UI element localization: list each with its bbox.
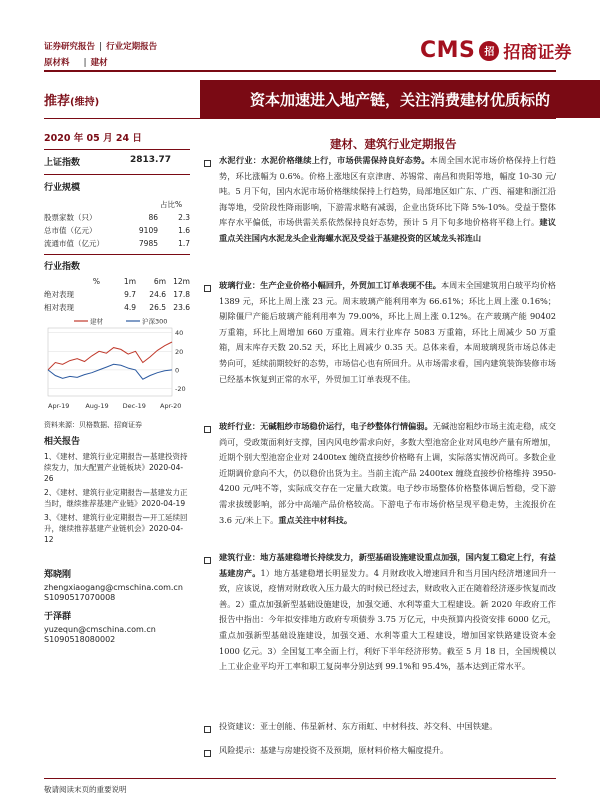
header-rule — [44, 70, 556, 72]
perf-value: 23.6 — [173, 303, 190, 312]
related-item[interactable]: 1、《建材、建筑行业定期报告—基建投资持续发力，加大配置产业链板块》2020-04-26 — [44, 452, 188, 483]
paragraph-body: 本周末全国建筑用白玻平均价格 1389 元，环比上周上涨 23 元。周末玻璃产能利用率为 66.61%；环比上周上涨 0.16%；剔除僵尸产能后玻璃产能利用率为 79.00%，环比上周上涨 0.12%。在产玻璃产能 90402 万重箱，环比上周增加 660 万重箱。周末行业库存 5083 万重箱，环比上周减少 50 万重箱，周末库存天数 20.52 天，环比上周减少 0.35 天。总体来看，本周玻璃现货市场总体走势向可，延续前期较好的态势，市场信心也有所回升。从市场需求看，国内建筑装饰装修市场已经基本恢复到正常的水平，外贸加工订单表现不佳。 — [219, 280, 556, 384]
advice-label: 投资建议： — [219, 721, 260, 731]
analyst-2 — [44, 612, 190, 646]
paragraph-lead: 建筑行业：地方基建稳增长持续发力，新型基础设施建设重点加强，国内复工稳定上行，有益基建房产。 — [219, 552, 556, 578]
paragraph-glass — [219, 278, 556, 387]
scale-ratio: 1.7 — [178, 239, 190, 248]
company-logo — [420, 38, 571, 63]
header-line-1: 证券研究报告 | 行业定期报告 — [44, 42, 158, 52]
logo-badge-icon: 招 — [479, 41, 499, 61]
related-title: 相关报告 — [44, 437, 81, 447]
logo-latin: CMS — [420, 38, 476, 63]
advice-text: 亚士创能、伟星新材、东方雨虹、中材科技、苏交科、中国铁建。 — [259, 721, 498, 731]
y-tick-label: -20 — [175, 385, 186, 394]
bullet-square-icon — [204, 426, 211, 433]
table-row — [44, 301, 190, 314]
paragraph-tail: 重点关注中材科技。 — [278, 514, 353, 525]
table-row — [44, 211, 190, 224]
analyst-id: S1090518080002 — [44, 635, 116, 644]
table-row — [44, 224, 190, 237]
legend-label: 沪深300 — [142, 317, 168, 326]
analyst-id: S1090517070008 — [44, 593, 116, 602]
rating-note: (维持) — [70, 97, 100, 108]
perf-label: 绝对表现 — [44, 290, 74, 299]
rating — [44, 90, 99, 109]
perf-label: 相对表现 — [44, 303, 74, 312]
report-category: 行业定期报告 — [106, 42, 158, 52]
rating-value: 推荐 — [44, 94, 71, 109]
perf-value: 17.8 — [173, 290, 190, 299]
perf-header: 12m — [173, 277, 190, 286]
bullet-square-icon — [204, 750, 211, 757]
paragraph-lead: 水泥行业：水泥价格继续上行，市场供需保持良好态势。 — [219, 155, 430, 165]
performance-chart — [44, 314, 194, 412]
sidebar-rule — [44, 149, 190, 150]
report-type: 证券研究报告 — [44, 42, 96, 52]
paragraph-tail: 建议重点关注国内水泥龙头企业海螺水泥及受益于基建投资的区域龙头祁连山 — [219, 217, 556, 243]
scale-label: 流通市值（亿元） — [44, 239, 104, 248]
scale-label: 总市值（亿元） — [44, 226, 97, 235]
chart-source: 资料来源：贝格数据、招商证券 — [44, 421, 142, 429]
scale-value: 86 — [148, 213, 158, 222]
analyst-email[interactable]: yuzequn@cmschina.com.cn — [44, 624, 156, 634]
analyst-name: 郑晓刚 — [44, 570, 72, 580]
analyst-1 — [44, 570, 190, 604]
industry-scale-table — [44, 211, 190, 250]
paragraph-lead: 玻纤行业：无碱粗纱市场稳价运行，电子纱整体行情偏弱。 — [219, 421, 433, 431]
ratio-header: 占比% — [160, 200, 183, 209]
table-row — [44, 288, 190, 301]
analyst-email[interactable]: zhengxiaogang@cmschina.com.cn — [44, 582, 183, 592]
analyst-name: 于泽群 — [44, 612, 72, 622]
related-list — [44, 451, 190, 545]
table-row — [44, 237, 190, 250]
related-item[interactable]: 2、《建材、建筑行业定期报告—基建发力正当时，继续推荐基建产业链》2020-04-19 — [44, 488, 188, 508]
scale-ratio: 1.6 — [178, 226, 190, 235]
performance-title: 行业指数 — [44, 262, 81, 272]
paragraph-fiberglass — [219, 419, 556, 528]
risk-warning — [219, 743, 556, 759]
header-line-2: 原材料 | 建材 — [44, 58, 108, 68]
report-title: 资本加速进入地产链，关注消费建材优质标的 — [200, 80, 600, 118]
scale-value: 9109 — [138, 226, 158, 235]
risk-label: 风险提示： — [219, 745, 260, 755]
perf-value: 4.9 — [124, 303, 136, 312]
x-tick-label: Apr-20 — [160, 402, 182, 410]
sub-sector: 建材 — [90, 58, 108, 68]
index-label: 上证指数 — [44, 158, 81, 168]
report-date: 2020 年 05 月 24 日 — [44, 133, 142, 144]
scale-ratio: 2.3 — [178, 213, 190, 222]
related-item[interactable]: 3、《建材、建筑行业定期报告—开工延续回升，继续推荐基建产业链机会》2020-04-12 — [44, 513, 188, 544]
perf-value: 24.6 — [149, 290, 166, 299]
table-row — [44, 275, 190, 288]
paragraph-body: 本周全国水泥市场价格保持上行趋势，环比涨幅为 0.6%。价格上涨地区有京津唐、苏锡常、南昌和贵阳等地，幅度 10-30 元/吨。5 月下旬，国内水泥市场价格继续保持上行趋势，局部地区如广东、广西、福建和浙江沿海等地，受阶段性降雨影响，下游需求略有减弱，企业出货环比下降 5%-10%。受益于整体库存水平偏低，市场供需关系依然保持良好态势，预计 5 月下旬多地价格将平稳上行。 — [219, 155, 556, 228]
perf-header: % — [92, 277, 100, 286]
report-subtitle: 建材、建筑行业定期报告 — [330, 137, 457, 151]
bullet-square-icon — [204, 160, 211, 167]
perf-header: 6m — [153, 277, 166, 286]
x-tick-label: Dec-19 — [122, 402, 146, 410]
x-tick-label: Aug-19 — [85, 402, 109, 410]
legend-label: 建材 — [90, 317, 103, 326]
paragraph-construction — [219, 550, 556, 675]
paragraph-body: 1）地方基建稳增长明显发力。4 月财政收入增速回升和当月国内经济增速回升一致，应该说，疫情对财政收入压力最大的时候已经过去，财政收入正在随着经济逐步恢复而改善。2）重点加强新型基础设施建设，加强交通、水利等重大工程建设。新 2020 年政府工作报告中指出：今年拟安排地方政府专项债券 3.75 万亿元，中央预算内投资安排 6000 亿元，重点加强新型基础设施建设，加强交通、水利等重大工程建设，增加国家铁路建设资本金 1000 亿元。3）全国复工率全面上行，利好下半年经济形势。截至 5 月 18 日，全国规模以上工业企业平均开工率和职工复岗率分别达到 99.1%和 95.4%，基本达到正常水平。 — [219, 567, 556, 672]
investment-advice — [219, 719, 556, 735]
bullet-square-icon — [204, 726, 211, 733]
perf-value: 9.7 — [124, 290, 136, 299]
perf-value: 26.5 — [149, 303, 166, 312]
footer-rule — [44, 778, 556, 779]
title-rule — [44, 118, 556, 119]
footer-note: 敬请阅读末页的重要说明 — [44, 785, 127, 794]
sector: 原材料 — [44, 58, 70, 68]
bullet-square-icon — [204, 285, 211, 292]
paragraph-cement — [219, 153, 556, 247]
sidebar-rule — [44, 174, 190, 175]
paragraph-body: 无碱池窑粗纱市场主流走稳，成交尚可，受政策面利好支撑，国内风电纱需求向好，多数大型池窑企业对风电纱产量有所增加，近期个别大型池窑企业对 2400tex 缠绕直接纱价格略有上调，实际落实情况尚可。多数企业近期调价意向不大，仍以稳价出货为主。当前主流产品 2400tex 缠绕直接纱价格维持 3950-4200 元/吨不等，实际成交存在一定量大政策。电子纱市场整体价格整体调后暂稳，受下游需求拔缓影响，部分中高端产品价格较高。下游电子布市场价格呈现平稳走势，主流报价在 3.6 元/米上下。 — [219, 421, 556, 525]
index-value: 2813.77 — [130, 155, 171, 165]
scale-value: 7985 — [138, 239, 158, 248]
series-line-2 — [48, 364, 172, 379]
scale-label: 股票家数（只） — [44, 213, 97, 222]
risk-text: 基建与房建投资不及预期，原材料价格大幅度提升。 — [259, 745, 449, 755]
y-tick-label: 20 — [175, 347, 184, 356]
y-tick-label: 40 — [175, 329, 184, 338]
y-tick-label: 0 — [175, 366, 180, 375]
bullet-square-icon — [204, 557, 211, 564]
industry-scale-title: 行业规模 — [44, 183, 81, 193]
performance-table — [44, 275, 190, 314]
x-tick-label: Apr-19 — [48, 402, 70, 410]
paragraph-lead: 玻璃行业：生产企业价格小幅回升，外贸加工订单表现不佳。 — [219, 280, 441, 290]
perf-header: 1m — [123, 277, 136, 286]
logo-chinese: 招商证券 — [503, 43, 572, 63]
sidebar-rule — [44, 254, 190, 255]
